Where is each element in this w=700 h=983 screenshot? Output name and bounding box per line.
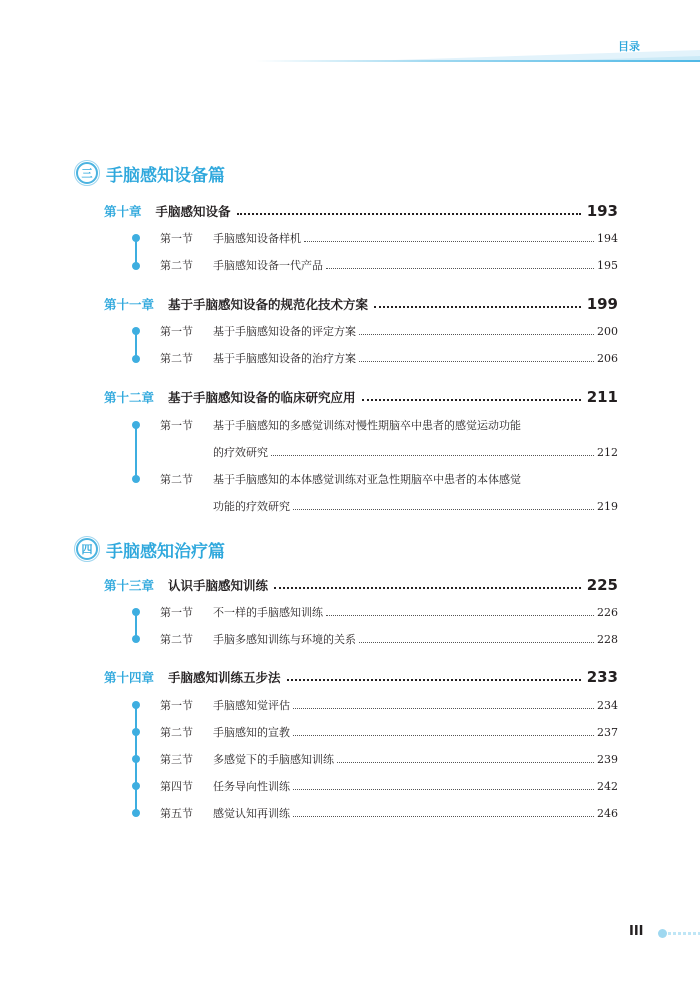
toc-section[interactable] [160,630,618,648]
section-title: 不一样的手脑感知训练 [213,606,323,619]
timeline-dot [132,234,140,242]
toc-chapter[interactable] [104,667,618,687]
section-page: 206 [597,351,618,365]
leader-dots [293,816,594,817]
timeline-dot [132,475,140,483]
leader-dots [304,241,594,242]
leader-dots [293,708,594,709]
section-number: 第一节 [160,419,193,432]
section-title: 任务导向性训练 [213,780,290,793]
leader-dots [374,306,581,308]
leader-dots [287,679,581,681]
toc-section[interactable] [160,696,618,714]
timeline-dot [132,728,140,736]
leader-dots [237,213,581,215]
section-page: 195 [597,258,618,272]
chapter-title: 基于手脑感知设备的临床研究应用 [168,390,356,405]
toc-section-continuation[interactable] [213,497,618,515]
timeline-dot [132,355,140,363]
header-title: 目录 [618,40,640,53]
section-title-continued: 的疗效研究 [213,446,268,459]
chapter-number: 第十三章 [104,578,155,593]
part-heading [76,160,225,186]
section-title: 手脑感知的宣教 [213,726,290,739]
timeline-dot [132,701,140,709]
section-page: 200 [597,324,618,338]
section-title: 基于手脑感知设备的评定方案 [213,325,356,338]
section-number: 第二节 [160,726,193,739]
timeline-dot [132,635,140,643]
section-title: 手脑感知设备一代产品 [213,259,323,272]
section-number: 第一节 [160,325,193,338]
leader-dots [326,268,594,269]
leader-dots [326,615,594,616]
header-decoration [395,46,700,66]
section-page: 246 [597,806,618,820]
section-page: 242 [597,779,618,793]
section-title: 手脑感知设备样机 [213,232,301,245]
toc-chapter[interactable] [104,387,618,407]
section-page: 212 [597,445,618,459]
chapter-page: 225 [586,576,618,594]
timeline-dot [132,782,140,790]
section-number: 第四节 [160,780,193,793]
section-title: 基于手脑感知的本体感觉训练对亚急性期脑卒中患者的本体感觉 [213,473,521,486]
section-number: 第二节 [160,352,193,365]
timeline-dot [132,262,140,270]
toc-section[interactable] [160,229,618,247]
part-title: 手脑感知治疗篇 [106,541,225,562]
section-number: 第五节 [160,807,193,820]
section-number: 第三节 [160,753,193,766]
timeline-dot [132,327,140,335]
toc-section[interactable] [160,723,618,741]
section-title: 手脑感知觉评估 [213,699,290,712]
toc-section[interactable] [160,804,618,822]
toc-section[interactable] [160,256,618,274]
toc-chapter[interactable] [104,294,618,314]
chapter-page: 199 [586,295,618,313]
timeline-dot [132,809,140,817]
toc-section[interactable] [160,470,618,488]
section-page: 226 [597,605,618,619]
section-title: 多感觉下的手脑感知训练 [213,753,334,766]
header-rule [255,60,700,62]
chapter-title: 认识手脑感知训练 [168,578,269,593]
part-title: 手脑感知设备篇 [106,165,225,186]
leader-dots [293,789,594,790]
section-number: 第二节 [160,633,193,646]
part-number-badge: 三 [76,162,98,184]
leader-dots [274,587,581,589]
leader-dots [337,762,594,763]
chapter-number: 第十二章 [104,390,155,405]
chapter-title: 手脑感知设备 [155,204,231,219]
toc-section[interactable] [160,750,618,768]
section-title: 手脑多感知训练与环境的关系 [213,633,356,646]
section-page: 194 [597,231,618,245]
timeline-dot [132,755,140,763]
chapter-title: 基于手脑感知设备的规范化技术方案 [168,297,369,312]
section-number: 第二节 [160,259,193,272]
section-page: 219 [597,499,618,513]
leader-dots [293,735,594,736]
toc-section[interactable] [160,777,618,795]
timeline-dot [132,608,140,616]
section-number: 第二节 [160,473,193,486]
leader-dots [271,455,594,456]
part-number-badge: 四 [76,538,98,560]
section-title: 基于手脑感知设备的治疗方案 [213,352,356,365]
footer-decoration [668,932,700,935]
section-page: 234 [597,698,618,712]
page-number: III [629,924,644,939]
section-title-continued: 功能的疗效研究 [213,500,290,513]
toc-section-continuation[interactable] [213,443,618,461]
chapter-page: 211 [586,388,618,406]
toc-section[interactable] [160,322,618,340]
toc-section[interactable] [160,416,618,434]
timeline-line [135,425,137,479]
section-page: 228 [597,632,618,646]
leader-dots [362,399,581,401]
leader-dots [359,334,594,335]
timeline-dot [132,421,140,429]
section-page: 239 [597,752,618,766]
footer-dot [658,929,667,938]
leader-dots [293,509,594,510]
toc-chapter[interactable] [104,201,618,221]
leader-dots [359,642,594,643]
chapter-number: 第十章 [104,204,142,219]
chapter-number: 第十四章 [104,670,155,685]
chapter-page: 193 [586,202,618,220]
toc-section[interactable] [160,603,618,621]
chapter-number: 第十一章 [104,297,155,312]
section-title: 基于手脑感知的多感觉训练对慢性期脑卒中患者的感觉运动功能 [213,419,521,432]
toc-section[interactable] [160,349,618,367]
section-title: 感觉认知再训练 [213,807,290,820]
section-number: 第一节 [160,699,193,712]
section-number: 第一节 [160,232,193,245]
chapter-title: 手脑感知训练五步法 [168,670,281,685]
part-heading [76,536,225,562]
section-page: 237 [597,725,618,739]
toc-chapter[interactable] [104,575,618,595]
leader-dots [359,361,594,362]
section-number: 第一节 [160,606,193,619]
chapter-page: 233 [586,668,618,686]
